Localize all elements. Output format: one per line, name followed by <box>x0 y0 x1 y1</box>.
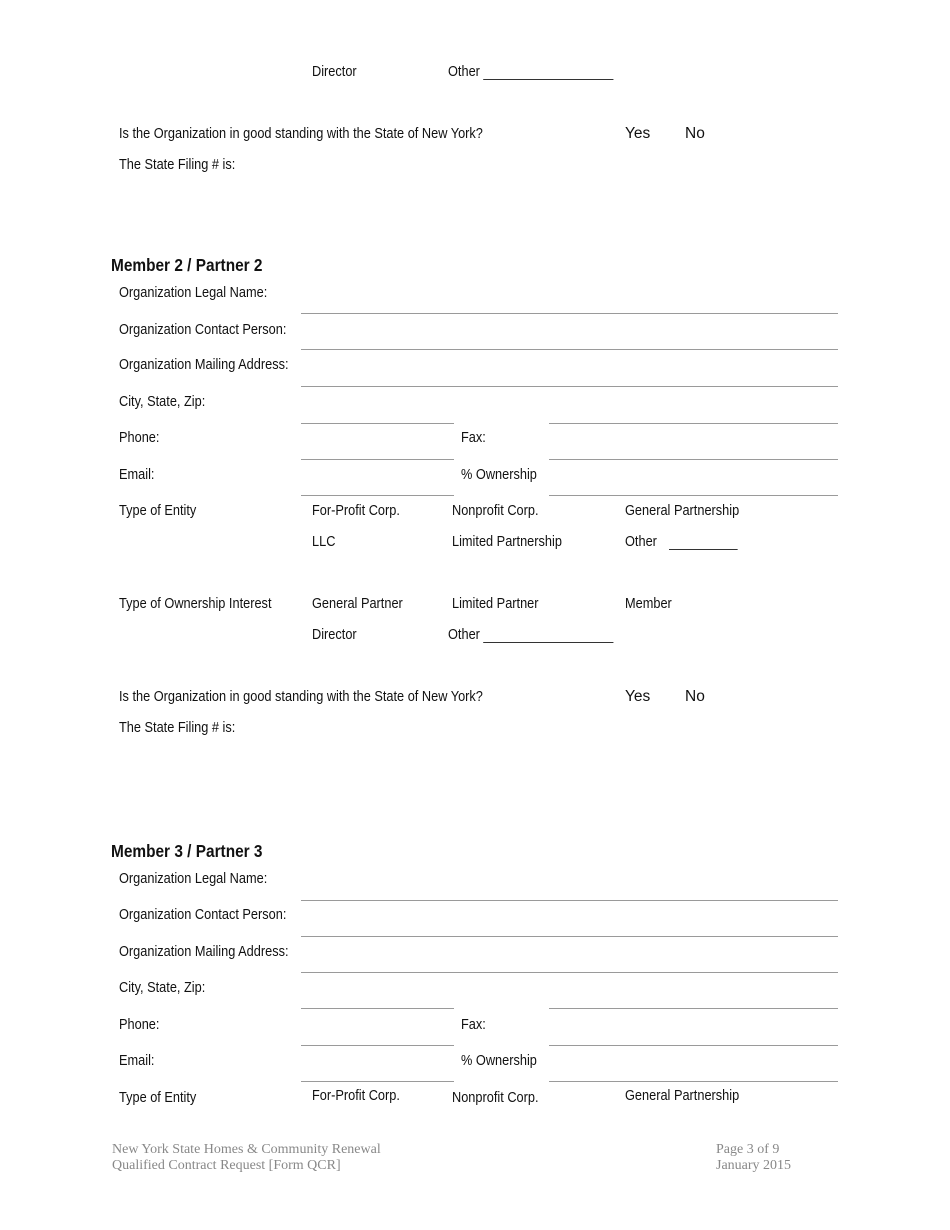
m3-ownership-label: % Ownership <box>461 1053 537 1069</box>
m2-standing-yes[interactable]: Yes <box>625 688 651 705</box>
option-director[interactable]: Director <box>312 64 357 80</box>
m2-interest-label: Type of Ownership Interest <box>119 596 272 612</box>
m2-entity-nonprofit[interactable]: Nonprofit Corp. <box>452 503 539 519</box>
m3-city-label: City, State, Zip: <box>119 980 206 996</box>
other-blank[interactable] <box>483 65 613 80</box>
m2-mailing-label: Organization Mailing Address: <box>119 357 289 373</box>
m2-ownership-label: % Ownership <box>461 467 537 483</box>
footer-form-name: Qualified Contract Request [Form QCR] <box>112 1158 341 1173</box>
m3-legal-name-label: Organization Legal Name: <box>119 871 268 887</box>
m2-entity-other-blank[interactable] <box>669 535 738 550</box>
footer-page-number: Page 3 of 9 <box>716 1142 780 1157</box>
m3-phone-label: Phone: <box>119 1017 160 1033</box>
m2-fax-label: Fax: <box>461 430 486 446</box>
standing-question: Is the Organization in good standing with the State of New York? <box>119 126 483 142</box>
m2-row-divider <box>549 495 838 496</box>
m2-entity-label: Type of Entity <box>119 503 197 519</box>
m2-email-field[interactable] <box>301 459 454 460</box>
m3-fax-label: Fax: <box>461 1017 486 1033</box>
m2-email-label: Email: <box>119 467 155 483</box>
m2-interest-other-blank[interactable] <box>483 628 613 643</box>
m3-entity-label: Type of Entity <box>119 1090 197 1106</box>
m2-entity-llc[interactable]: LLC <box>312 534 336 550</box>
m2-legal-name-label: Organization Legal Name: <box>119 285 268 301</box>
member3-heading: Member 3 / Partner 3 <box>111 841 263 861</box>
standing-yes[interactable]: Yes <box>625 125 651 142</box>
m3-mailing-label: Organization Mailing Address: <box>119 944 289 960</box>
m2-phone-field[interactable] <box>301 423 454 424</box>
m2-contact-field[interactable] <box>301 349 838 350</box>
m2-entity-limited-partnership[interactable]: Limited Partnership <box>452 534 562 550</box>
m3-contact-label: Organization Contact Person: <box>119 907 287 923</box>
m2-interest-director[interactable]: Director <box>312 627 357 643</box>
m3-entity-general-partnership[interactable]: General Partnership <box>625 1088 740 1104</box>
m2-fax-field[interactable] <box>549 423 838 424</box>
m3-email-label: Email: <box>119 1053 155 1069</box>
m3-email-field[interactable] <box>301 1045 454 1046</box>
m2-entity-other[interactable]: Other <box>625 534 738 550</box>
m2-mailing-field[interactable] <box>301 386 838 387</box>
m2-city-label: City, State, Zip: <box>119 394 206 410</box>
option-other[interactable]: Other <box>448 64 614 80</box>
m3-entity-nonprofit[interactable]: Nonprofit Corp. <box>452 1090 539 1106</box>
m2-interest-other[interactable]: Other <box>448 627 614 643</box>
m2-legal-name-field[interactable] <box>301 313 838 314</box>
m3-phone-field[interactable] <box>301 1008 454 1009</box>
m2-entity-forprofit[interactable]: For-Profit Corp. <box>312 503 400 519</box>
m3-row-divider <box>549 1081 838 1082</box>
m2-interest-limited-partner[interactable]: Limited Partner <box>452 596 539 612</box>
m3-contact-field[interactable] <box>301 936 838 937</box>
m2-standing-no[interactable]: No <box>685 688 705 705</box>
m2-row-divider <box>301 495 454 496</box>
m2-ownership-field[interactable] <box>549 459 838 460</box>
footer-date: January 2015 <box>716 1158 792 1173</box>
m3-fax-field[interactable] <box>549 1008 838 1009</box>
footer-agency: New York State Homes & Community Renewal <box>112 1142 381 1157</box>
m2-interest-member[interactable]: Member <box>625 596 672 612</box>
member2-heading: Member 2 / Partner 2 <box>111 255 263 275</box>
m2-standing-question: Is the Organization in good standing with the State of New York? <box>119 689 483 705</box>
m2-state-filing-label: The State Filing # is: <box>119 720 236 736</box>
m3-legal-name-field[interactable] <box>301 900 838 901</box>
m2-entity-general-partnership[interactable]: General Partnership <box>625 503 740 519</box>
m2-interest-general-partner[interactable]: General Partner <box>312 596 403 612</box>
m2-contact-label: Organization Contact Person: <box>119 322 287 338</box>
standing-no[interactable]: No <box>685 125 705 142</box>
m3-mailing-field[interactable] <box>301 972 838 973</box>
m3-entity-forprofit[interactable]: For-Profit Corp. <box>312 1088 400 1104</box>
m2-phone-label: Phone: <box>119 430 160 446</box>
m3-ownership-field[interactable] <box>549 1045 838 1046</box>
m3-row-divider <box>301 1081 454 1082</box>
state-filing-label: The State Filing # is: <box>119 157 236 173</box>
